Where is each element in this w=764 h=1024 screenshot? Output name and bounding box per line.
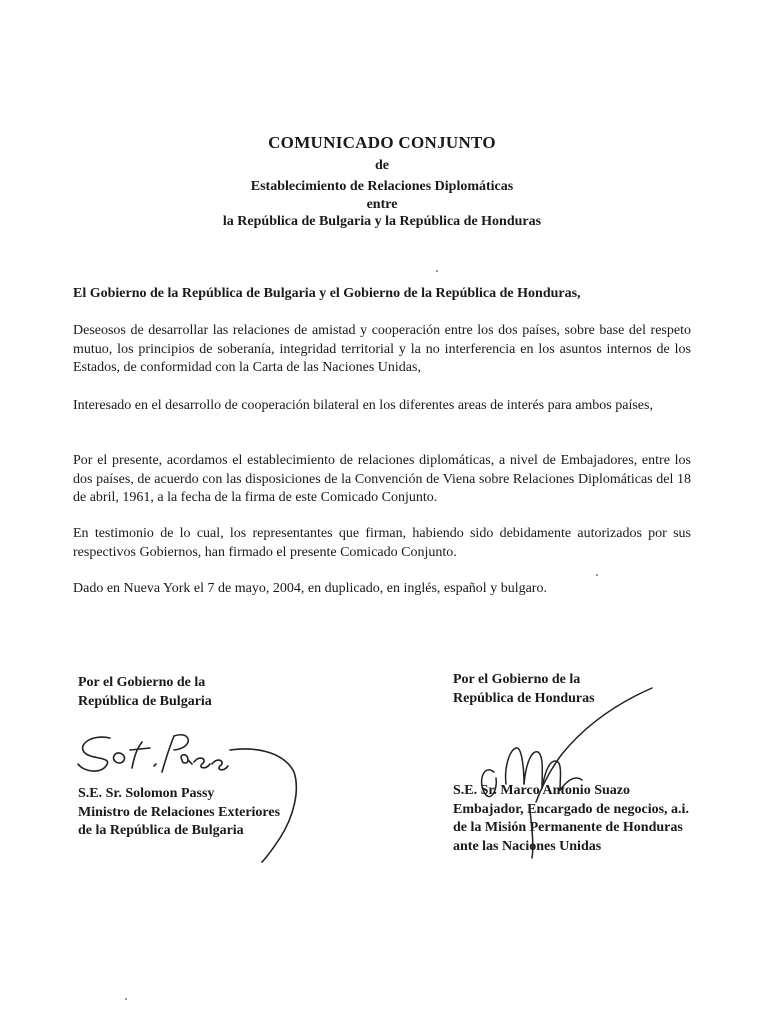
title-line-entre: entre [366,197,398,212]
paragraph-4: En testimonio de lo cual, los representantes que firman, habiendo sido debidamente autorizados por sus respectivos Gobiernos, han firmado el presente Comicado Conjunto. [73,526,691,560]
right-name-line-1: S.E. Sr. Marco Antonio Suazo [453,783,630,798]
document-title: COMUNICADO CONJUNTO [268,133,496,152]
scan-speck [436,270,438,272]
left-name-line-1: S.E. Sr. Solomon Passy [78,786,215,801]
paragraph-2: Interesado en el desarrollo de cooperación bilateral en los diferentes areas de interés para ambos países, [73,398,653,413]
paragraph-5: Dado en Nueva York el 7 de mayo, 2004, en duplicado, en inglés, español y bulgaro. [73,581,547,596]
paragraph-3: Por el presente, acordamos el establecimiento de relaciones diplomáticas, a nivel de Embajadores, entre los dos países, de acuerdo con las disposiciones de la Convención de Viena sobre Relaciones Diplomáticas del 18 de abril, 1961, a la fecha de la firma de este Comicado Conjunto. [73,453,691,505]
title-line-de: de [375,158,389,173]
right-name-line-4: ante las Naciones Unidas [453,838,602,854]
right-heading-line-2: República de Honduras [453,690,595,706]
title-line-subject: Establecimiento de Relaciones Diplomáticas [250,179,514,194]
paragraph-1: Deseosos de desarrollar las relaciones de amistad y cooperación entre los dos países, sobre base del respeto mutuo, los principios de soberanía, integridad territorial y la no interferencia en los asuntos internos de los Estados, de conformidad con la Carta de las Naciones Unidas, [73,323,691,375]
left-heading-line-1: Por el Gobierno de la [78,675,206,690]
left-name-line-3: de la República de Bulgaria [78,823,244,838]
right-name-line-3: de la Misión Permanente de Honduras [453,820,683,835]
scan-speck [125,998,127,1000]
left-heading-line-2: República de Bulgaria [78,693,212,709]
title-line-parties: la República de Bulgaria y la República de Honduras [222,214,542,229]
right-heading-line-1: Por el Gobierno de la [453,672,581,687]
left-signatory-heading [78,674,212,711]
right-signatory-heading [453,671,595,708]
right-signatory-name [453,782,689,856]
left-signatory-name [78,785,280,841]
scan-speck [596,574,598,576]
left-name-line-2: Ministro de Relaciones Exteriores [78,804,281,820]
salutation: El Gobierno de la República de Bulgaria y el Gobierno de la República de Honduras, [73,286,581,301]
right-name-line-2: Embajador, Encargado de negocios, a.i. [453,801,689,817]
